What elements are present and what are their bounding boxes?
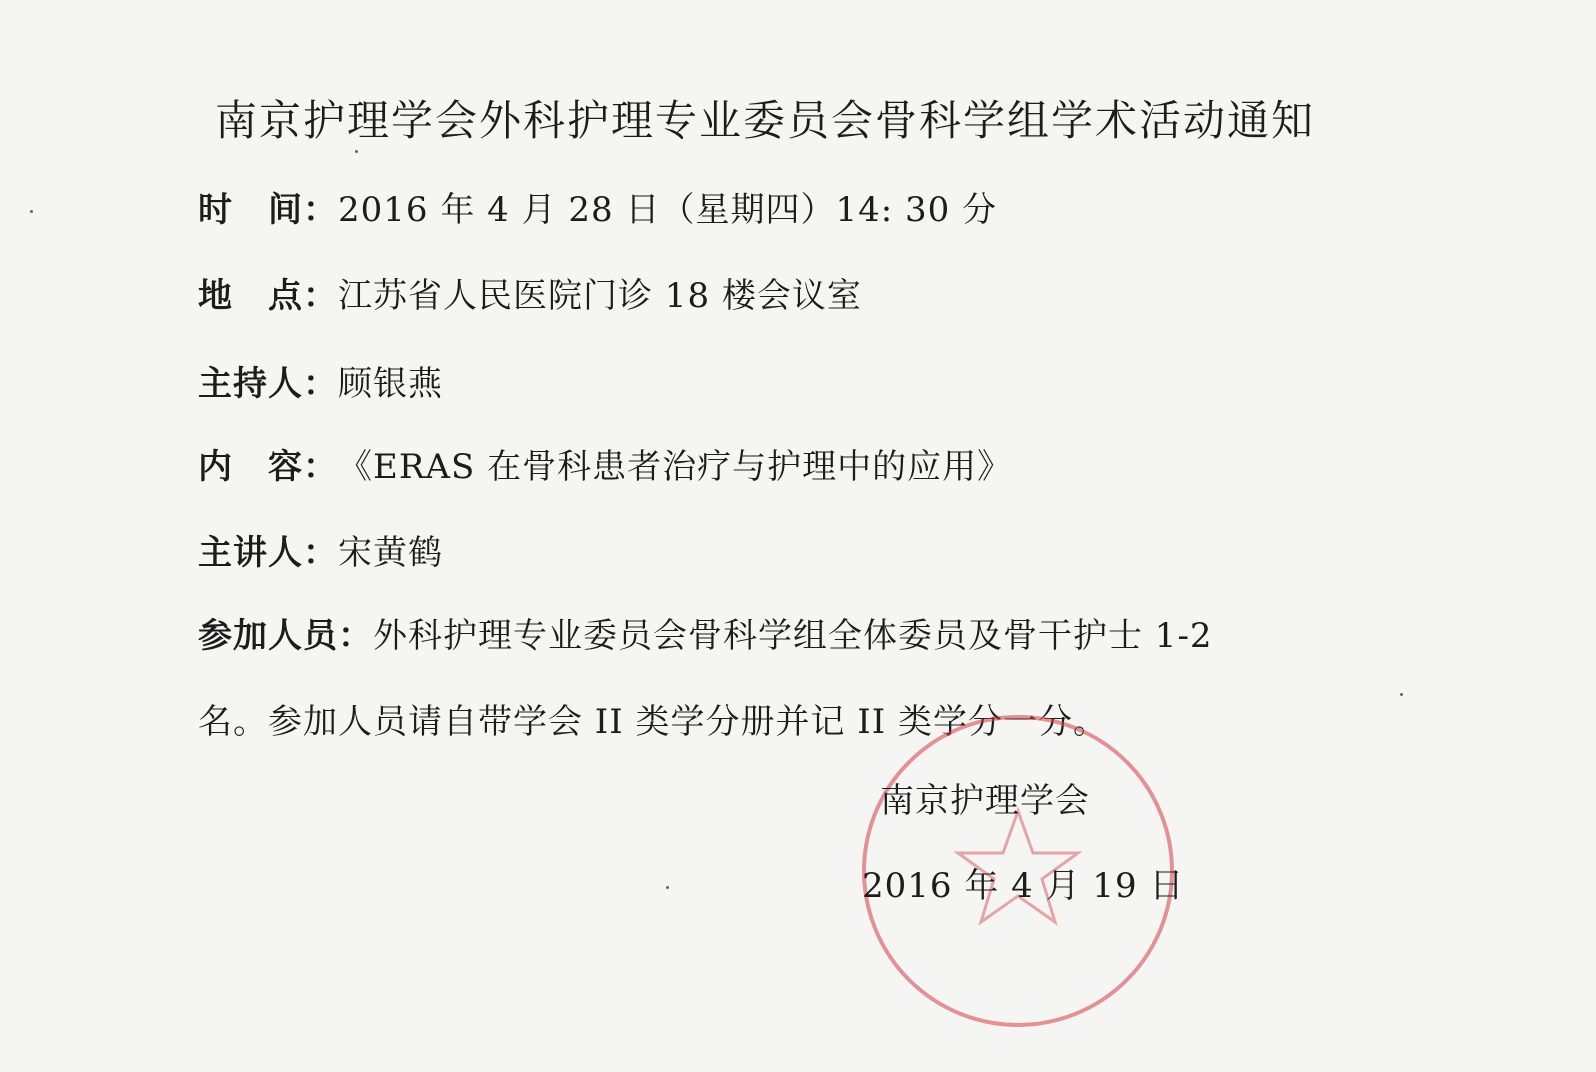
signature-date: 2016 年 4 月 19 日 bbox=[862, 866, 1185, 906]
host-value: 顾银燕 bbox=[338, 364, 443, 404]
scan-speck bbox=[1400, 693, 1403, 696]
content-row bbox=[198, 439, 1012, 488]
host-label: 主持人： bbox=[198, 364, 338, 404]
content-label: 内 容： bbox=[198, 447, 338, 487]
speaker-value: 宋黄鹤 bbox=[338, 533, 443, 573]
scan-speck bbox=[30, 210, 33, 213]
participants-continuation-row bbox=[198, 694, 1108, 743]
place-label: 地 点： bbox=[198, 276, 338, 316]
time-value: 2016 年 4 月 28 日（星期四）14: 30 分 bbox=[338, 190, 998, 230]
speaker-label: 主讲人： bbox=[198, 533, 338, 573]
place-row bbox=[198, 268, 862, 317]
scan-speck bbox=[666, 886, 669, 889]
host-row bbox=[198, 356, 443, 405]
place-value: 江苏省人民医院门诊 18 楼会议室 bbox=[338, 276, 862, 316]
participants-label: 参加人员： bbox=[198, 616, 373, 656]
participants-value-line1: 外科护理专业委员会骨科学组全体委员及骨干护士 1-2 bbox=[373, 616, 1213, 656]
scan-speck bbox=[355, 150, 358, 153]
time-row bbox=[198, 182, 997, 231]
page-title: 南京护理学会外科护理专业委员会骨科学组学术活动通知 bbox=[215, 96, 1316, 145]
participants-row bbox=[198, 608, 1213, 657]
content-value: 《ERAS 在骨科患者治疗与护理中的应用》 bbox=[338, 447, 1013, 487]
time-label: 时 间： bbox=[198, 190, 338, 230]
participants-value-line2: 名。参加人员请自带学会 II 类学分册并记 II 类学分一分。 bbox=[198, 702, 1108, 742]
speaker-row bbox=[198, 525, 443, 574]
signature-organization: 南京护理学会 bbox=[880, 781, 1090, 821]
